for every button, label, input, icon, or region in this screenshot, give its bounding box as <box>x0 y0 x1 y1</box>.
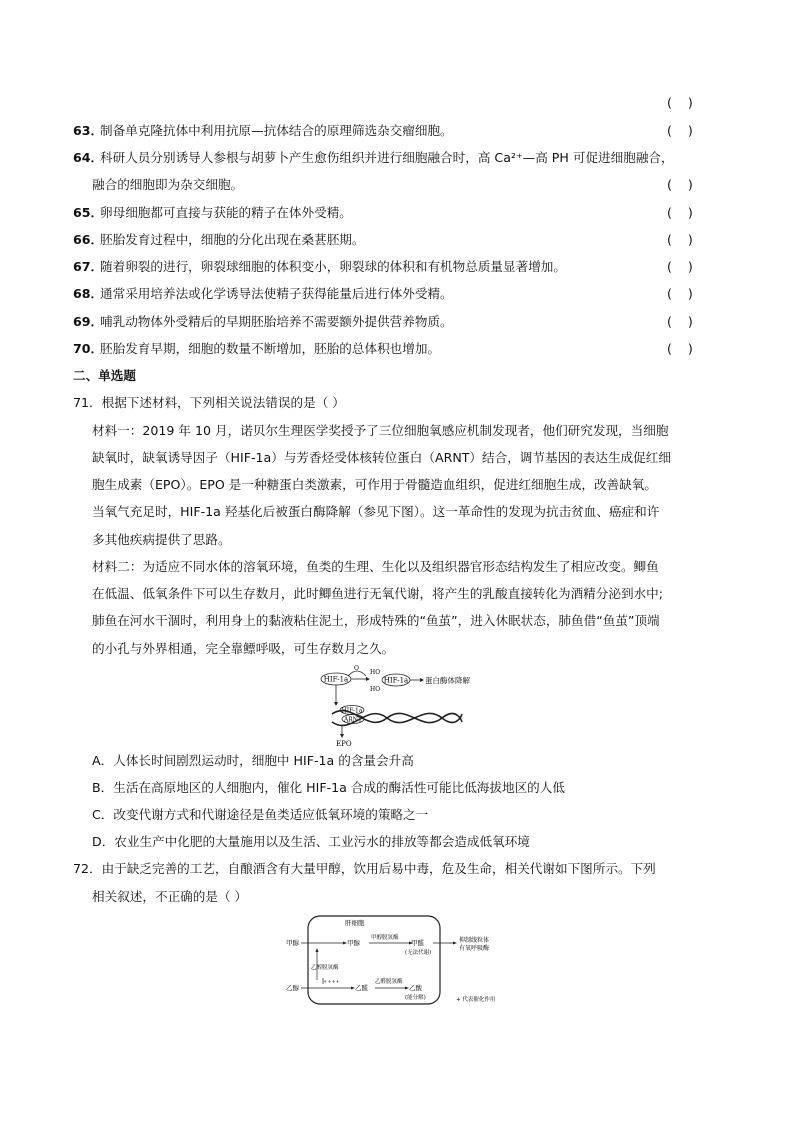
ethanol-dehydrogenase-label: 乙醇脱氢酶 <box>311 965 339 971</box>
degradation-label: 蛋白酶体降解 <box>425 676 470 685</box>
q71-material2-line4: 的小孔与外界相通，完全靠鳔呼吸，可生存数月之久。 <box>92 641 395 656</box>
item-65-text: 卵母细胞都可直接与获能的精子在体外受精。 <box>100 205 352 220</box>
item-64-continuation: 融合的细胞即为杂交细胞。 <box>92 177 244 192</box>
arrowhead-c <box>453 942 457 945</box>
item-67-text: 随着卵裂的进行，卵裂球细胞的体积变小，卵裂球的体积和有机物总质量显著增加。 <box>100 259 566 274</box>
answer-blank-69: ( ) <box>667 314 693 329</box>
answer-blank-68: ( ) <box>667 286 693 301</box>
epo-label: EPO <box>336 740 352 748</box>
q71-option-b[interactable]: B．生活在高原地区的人细胞内，催化 HIF-1a 合成的酶活性可能比低海拔地区的人低 <box>92 780 565 795</box>
q72-stem-line1: 72．由于缺乏完善的工艺，自酿酒含有大量甲醇，饮用后易中毒，危及生命，相关代谢如下图所示。下列 <box>73 861 656 876</box>
item-63-text: 制备单克隆抗体中利用抗原—抗体结合的原理筛选杂交瘤细胞。 <box>100 123 453 138</box>
item-70-text: 胚胎发育早期，细胞的数量不断增加，胚胎的总体积也增加。 <box>100 341 441 356</box>
q71-material1-line1: 材料一：2019 年 10 月，诺贝尔生理医学奖授予了三位细胞氧感应机制发现者，他们研究发现，当细胞 <box>92 423 669 438</box>
q71-option-d[interactable]: D．农业生产中化肥的大量施用以及生活、工业污水的排放等都会造成低氧环境 <box>92 834 530 849</box>
inhibit-label-1: 抑制线粒体 <box>459 937 490 944</box>
item-66-number: 66． <box>73 232 104 247</box>
arnt-label: ARNT <box>343 716 363 724</box>
metabolism-diagram <box>283 912 513 1010</box>
no-metabolism-label: (无法代谢) <box>405 950 432 956</box>
item-70-number: 70． <box>73 341 104 356</box>
arrowhead-2 <box>420 678 424 682</box>
item-69-text: 哺乳动物体外受精后的早期胚胎培养不需要额外提供营养物质。 <box>100 314 453 329</box>
item-68-text: 通常采用培养法或化学诱导法使精子获得能量后进行体外受精。 <box>100 286 453 301</box>
q71-material1-line3: 胞生成素（EPO）。EPO 是一种糖蛋白类激素，可作用于骨髓造血组织，促进红细胞生成，改善缺氧。 <box>92 477 657 492</box>
q71-material2-line2: 在低温、低氧条件下可以生存数月，此时鲫鱼进行无氧代谢，将产生的乳酸直接转化为酒精分泌到水中; <box>92 586 663 601</box>
acetic-acid-label: 乙酸 <box>409 984 422 992</box>
legend-catalysis: + 代表催化作用 <box>456 997 496 1003</box>
q71-option-a[interactable]: A．人体长时间剧烈运动时，细胞中 HIF-1a 的含量会升高 <box>92 753 414 768</box>
q72-stem-line2: 相关叙述，不正确的是（ ） <box>92 889 248 904</box>
arrowhead-d <box>316 948 319 952</box>
catalysis-plus-signs: ++++ <box>323 979 340 985</box>
acetaldehyde-label: 乙醛 <box>355 984 368 992</box>
hif-label-top: HIF-1a <box>323 675 349 684</box>
ethanol-outside-label: 乙醇 <box>286 984 299 992</box>
q71-stem: 71．根据下述材料，下列相关说法错误的是（ ） <box>73 395 345 410</box>
item-68-number: 68． <box>73 286 104 301</box>
item-64-number: 64． <box>73 150 104 165</box>
methanol-dehydrogenase-label: 甲醇脱氢酶 <box>371 935 399 941</box>
arrowhead-3 <box>334 702 338 706</box>
answer-blank-62: ( ) <box>667 95 693 110</box>
item-69-number: 69． <box>73 314 104 329</box>
answer-blank-67: ( ) <box>667 259 693 274</box>
ho-label-bottom: HO <box>370 686 381 693</box>
item-67-number: 67． <box>73 259 104 274</box>
q71-material1-line5: 多其他疾病提供了思路。 <box>92 532 231 547</box>
liver-cell-label: 肝细胞 <box>345 919 365 927</box>
methanol-inside-label: 甲醇 <box>347 939 360 947</box>
answer-blank-70: ( ) <box>667 341 693 356</box>
arrowhead-4 <box>340 734 344 738</box>
item-65-number: 65． <box>73 205 104 220</box>
section-heading-single-choice: 二、单选题 <box>73 368 136 383</box>
hif-label-bound: HIF-1a <box>341 707 363 715</box>
inhibit-label-2: 有氧呼吸酶 <box>459 945 490 952</box>
arrowhead-1 <box>366 677 370 681</box>
q71-material2-line3: 肺鱼在河水干涸时，利用身上的黏液粘住泥土，形成特殊的“鱼茧”，进入休眠状态，肺鱼借“鱼茧”顶端 <box>92 613 660 628</box>
decomposable-label: (能分解) <box>405 995 426 1001</box>
answer-blank-65: ( ) <box>667 205 693 220</box>
item-63-number: 63． <box>73 123 104 138</box>
q71-material1-line4: 当氧气充足时，HIF-1a 羟基化后被蛋白酶降解（参见下图）。这一革命性的发现为抗击贫血、癌症和许 <box>92 504 660 519</box>
hif-diagram <box>312 664 477 748</box>
methanol-outside-label: 甲醇 <box>286 939 299 947</box>
acetaldehyde-dehydrogenase-label: 乙醛脱氢酶 <box>375 979 403 985</box>
formaldehyde-label: 甲醛 <box>411 939 424 947</box>
q71-material2-line1: 材料二：为适应不同水体的溶氧环境，鱼类的生理、生化以及组织器官形态结构发生了相应改变。鲫鱼 <box>92 559 659 574</box>
answer-blank-63: ( ) <box>667 123 693 138</box>
ho-label-top: HO <box>370 669 381 676</box>
item-64-text: 科研人员分别诱导人参根与胡萝卜产生愈伤组织并进行细胞融合时，高 Ca²⁺—高 PH 可促进细胞融合， <box>100 150 674 165</box>
item-66-text: 胚胎发育过程中，细胞的分化出现在桑葚胚期。 <box>100 232 365 247</box>
q71-option-c[interactable]: C．改变代谢方式和代谢途径是鱼类适应低氧环境的策略之一 <box>92 807 429 822</box>
answer-blank-64: ( ) <box>667 177 693 192</box>
o2-label: O <box>354 665 359 672</box>
hif-label-hydroxylated: HIF-1a <box>383 676 409 685</box>
q71-material1-line2: 缺氧时，缺氧诱导因子（HIF-1a）与芳香烃受体核转位蛋白（ARNT）结合，调节基因的表达生成促红细 <box>92 450 671 465</box>
answer-blank-66: ( ) <box>667 232 693 247</box>
